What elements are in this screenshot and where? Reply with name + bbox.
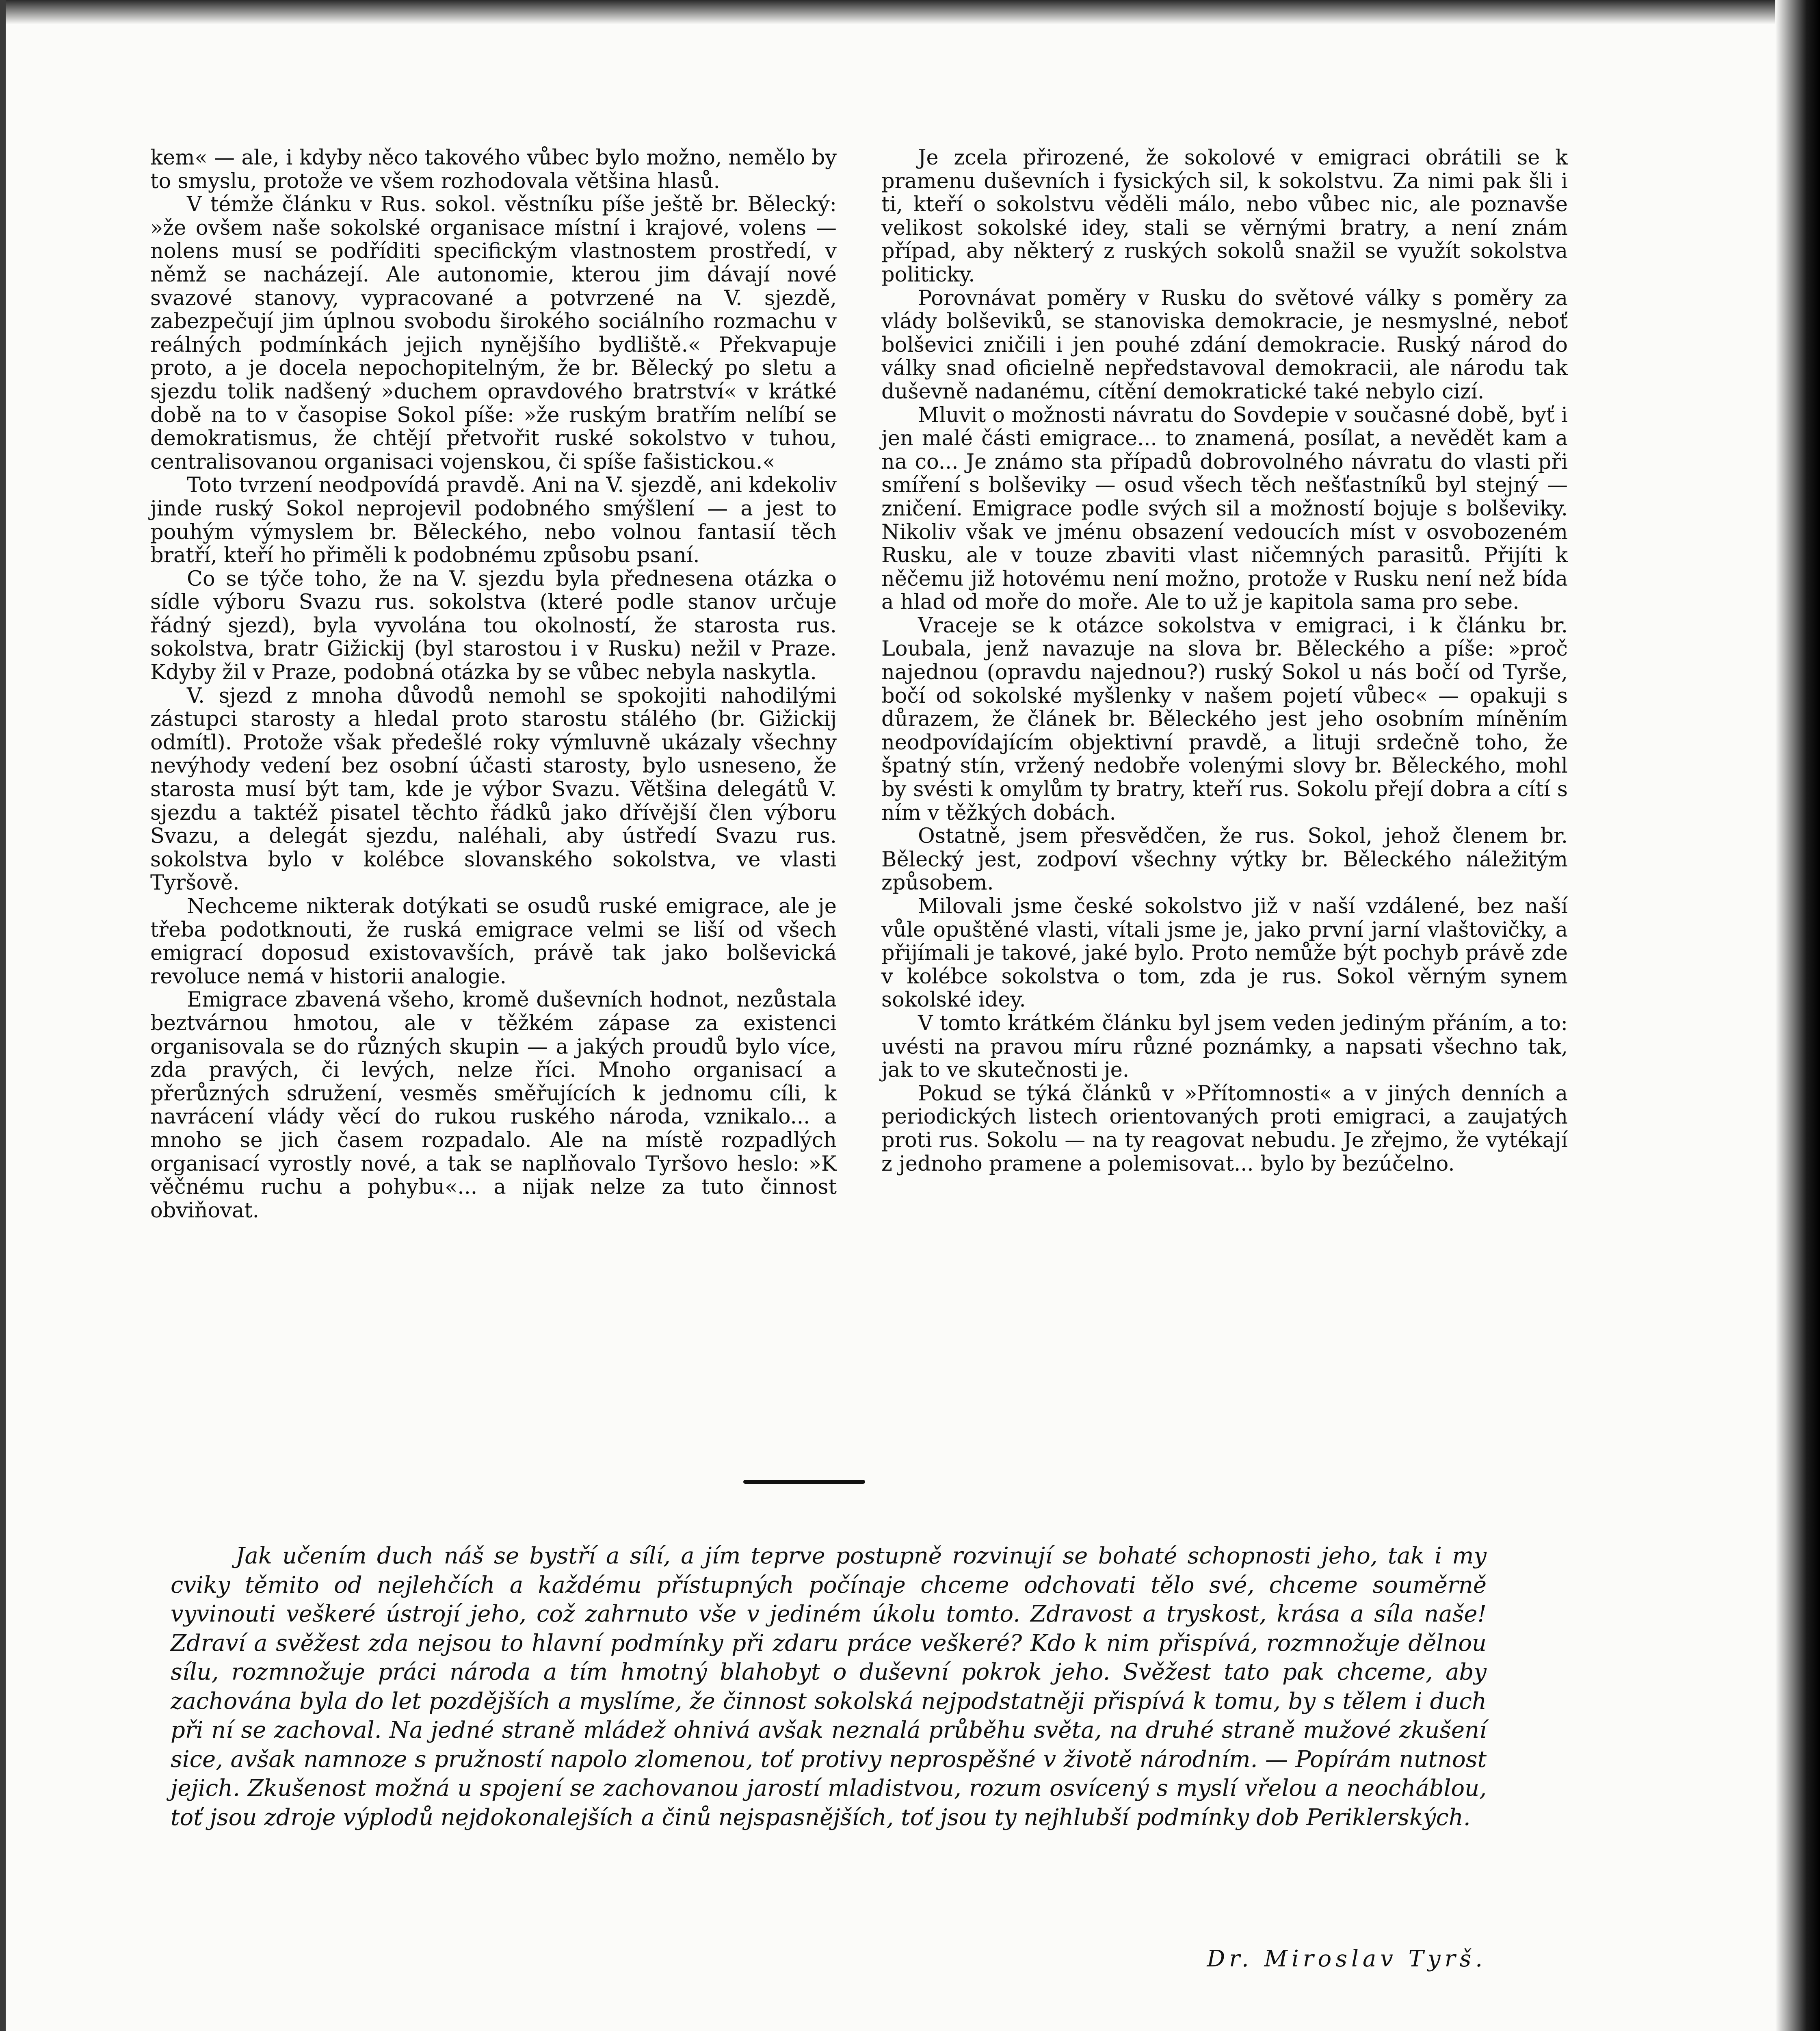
quotation-text: Jak učením duch náš se bystří a sílí, a jím teprve postupně rozvinují se bohaté schopnosti jeho, tak i my cviky těmito od nejlehčích a každému přístupných počínaje chceme odchovati tělo své, chceme souměrně vyvinouti veškeré ústrojí jeho, což zahrnuto vše v jediném úkolu tomto. Zdravost a tryskost, krása a síla naše! Zdraví a svěžest zda nejsou to hlavní podmínky při zdaru práce veškeré? Kdo k nim přispívá, rozmnožuje dělnou sílu, rozmnožuje práci národa a tím hmotný blahobyt o duševní pokrok jeho. Svěžest tato pak chceme, aby zachována byla do let pozdějších a myslíme, že činnost sokolská nejpodstatněji přispívá k tomu, by s tělem i duch při ní se zachoval. Na jedné straně mládež ohnivá avšak neznalá průběhu světa, na druhé straně mužové zkušení sice, avšak namnoze s pružností napolo zlomenou, toť protivy neprospěšné v životě národním. — Popírám nutnost jejich. Zkušenost možná u spojení se zachovanou jarostí mladistvou, rozum osvícený s myslí vřelou a neocháblou, toť jsou zdroje výplodů nejdokonalejších a činů nejspasnějších, toť jsou ty nejhlubší podmínky dob Periklerských. (171, 1543, 1487, 1831)
right-paragraph-8: Pokud se týká článků v »Přítomnosti« a v jiných denních a periodických listech orientovaných proti emigraci, a zaujatých proti rus. Sokolu — na ty reagovat nebudu. Je zřejmo, že vytékají z jednoho pramene a polemisovat... bylo by bezúčelno. (881, 1081, 1568, 1176)
right-paragraph-6: Milovali jsme české sokolstvo již v naší vzdálené, bez naší vůle opuštěné vlasti, vítali jsme je, jako první jarní vlaštovičky, a přijímali je takové, jaké bylo. Proto nemůže být pochyb právě zde v kolébce sokolstva o tom, zda je rus. Sokol věrným synem sokolské idey. (881, 894, 1568, 1012)
right-paragraph-7: V tomto krátkém článku byl jsem veden jediným přáním, a to: uvésti na pravou míru různé poznámky, a napsati všechno tak, jak to ve skutečnosti je. (881, 1011, 1568, 1083)
right-paragraph-1: Je zcela přirozené, že sokolové v emigraci obrátili se k pramenu duševních i fysických sil, k sokolstvu. Za nimi pak šli i ti, kteří o sokolstvu věděli málo, nebo vůbec nic, ale poznavše velikost sokolské idey, stali se věrnými bratry, a není znám případ, aby některý z ruských sokolů snažil se využít sokolstva politicky. (881, 146, 1568, 287)
left-paragraph-2: V témže článku v Rus. sokol. věstníku píše ještě br. Bělecký: »že ovšem naše sokolské organisace místní i krajové, volens — nolens musí se podříditi specifickým vlastnostem prostředí, v němž se nacházejí. Ale autonomie, kterou jim dávají nové svazové stanovy, vypracované a potvrzené na V. sjezdě, zabezpečují jim úplnou svobodu širokého sociálního rozmachu v reálných podmínkách jejich nynějšího bydliště.« Překvapuje proto, a je docela nepochopitelným, že br. Bělecký po sletu a sjezdu tolik nadšený »duchem opravdového bratrství« v krátké době na to v časopise Sokol píše: »že ruským bratřím nelíbí se demokratismus, že chtějí přetvořit ruské sokolstvo v tuhou, centralisovanou organisaci vojenskou, či spíše fašistickou.« (150, 193, 837, 474)
left-paragraph-3: Toto tvrzení neodpovídá pravdě. Ani na V. sjezdě, ani kdekoliv jinde ruský Sokol neprojevil podobného smýšlení — a jest to pouhým výmyslem br. Běleckého, nebo volnou fantasií těch bratří, kteří ho přiměli k podobnému způsobu psaní. (150, 473, 837, 568)
scan-shadow-right (1775, 0, 1820, 2031)
right-paragraph-2: Porovnávat poměry v Rusku do světové války s poměry za vlády bolševiků, se stanoviska demokracie, je nesmyslné, neboť bolševici zničili i jen pouhé zdání demokracie. Ruský národ do války snad oficielně nepředstavoval demokracii, ale národu tak duševně nadanému, cítění demokratické také nebylo cizí. (881, 286, 1568, 404)
tyrs-quotation (171, 1542, 1487, 1832)
right-paragraph-5: Ostatně, jsem přesvědčen, že rus. Sokol, jehož členem br. Bělecký jest, zodpoví všechny výtky br. Běleckého náležitým způsobem. (881, 824, 1568, 895)
scan-shadow-left (0, 0, 6, 2031)
section-divider (743, 1480, 865, 1484)
right-text-column (881, 146, 1568, 1176)
left-paragraph-5: V. sjezd z mnoha důvodů nemohl se spokojiti nahodilými zástupci starosty a hledal proto starostu stálého (br. Gižickij odmítl). Protože však předešlé roky výmluvně ukázaly všechny nevýhody vedení bez osobní účasti starosty, bylo usneseno, že starosta musí být tam, kde je výbor Svazu. Většina delegátů V. sjezdu a taktéž pisatel těchto řádků jako dřívější člen výboru Svazu, a delegát sjezdu, naléhali, aby ústředí Svazu rus. sokolstva bylo v kolébce slovanského sokolstva, ve vlasti Tyršově. (150, 684, 837, 895)
quotation-author: Dr. Miroslav Tyrš. (1207, 1946, 1487, 1972)
right-paragraph-3: Mluvit o možnosti návratu do Sovdepie v současné době, byť i jen malé části emigrace... to znamená, posílat, a nevědět kam a na co... Je známo sta případů dobrovolného návratu do vlasti při smíření s bolševiky — osud všech těch nešťastníků byl stejný — zničení. Emigrace podle svých sil a možností bojuje s bolševiky. Nikoliv však ve jménu obsazení vedoucích míst v osvobozeném Rusku, ale v touze zbaviti vlast ničemných parasitů. Přijíti k něčemu již hotovému není možno, protože v Rusku není než bída a hlad od moře do moře. Ale to už je kapitola sama pro sebe. (881, 403, 1568, 615)
left-paragraph-7: Emigrace zbavená všeho, kromě duševních hodnot, nezůstala beztvárnou hmotou, ale v těžkém zápase za existenci organisovala se do různých skupin — a jakých proudů bylo více, zda pravých, či levých, nelze říci. Mnoho organisací a přerůzných sdružení, vesměs směřujících k jednomu cíli, k navrácení vlády věcí do rukou ruského národa, vznikalo... a mnoho se jich časem rozpadalo. Ale na místě rozpadlých organisací vyrostly nové, a tak se naplňovalo Tyršovo heslo: »K věčnému ruchu a pohybu«... a nijak nelze za tuto činnost obviňovat. (150, 988, 837, 1223)
scan-shadow-top (0, 0, 1820, 24)
left-paragraph-1: kem« — ale, i kdyby něco takového vůbec bylo možno, nemělo by to smyslu, protože ve všem rozhodovala většina hlasů. (150, 146, 837, 193)
left-text-column (150, 146, 837, 1222)
left-paragraph-4: Co se týče toho, že na V. sjezdu byla přednesena otázka o sídle výboru Svazu rus. sokolstva (které podle stanov určuje řádný sjezd), byla vyvolána tou okolností, že starosta rus. sokolstva, bratr Gižickij (byl starostou i v Rusku) nežil v Praze. Kdyby žil v Praze, podobná otázka by se vůbec nebyla naskytla. (150, 567, 837, 685)
left-paragraph-6: Nechceme nikterak dotýkati se osudů ruské emigrace, ale je třeba podotknouti, že ruská emigrace velmi se liší od všech emigrací doposud existovavších, právě tak jako bolševická revoluce nemá v historii analogie. (150, 894, 837, 989)
right-paragraph-4: Vraceje se k otázce sokolstva v emigraci, i k článku br. Loubala, jenž navazuje na slova br. Běleckého a píše: »proč najednou (opravdu najednou?) ruský Sokol u nás bočí od Tyrše, bočí od sokolské myšlenky v našem pojetí vůbec« — opakuji s důrazem, že článek br. Běleckého jest jeho osobním míněním neodpovídajícím objektivní pravdě, a lituji srdečně toho, že špatný stín, vržený nedobře volenými slovy br. Běleckého, mohl by svésti k omylům ty bratry, kteří rus. Sokolu přejí dobra a cítí s ním v těžkých dobách. (881, 613, 1568, 825)
